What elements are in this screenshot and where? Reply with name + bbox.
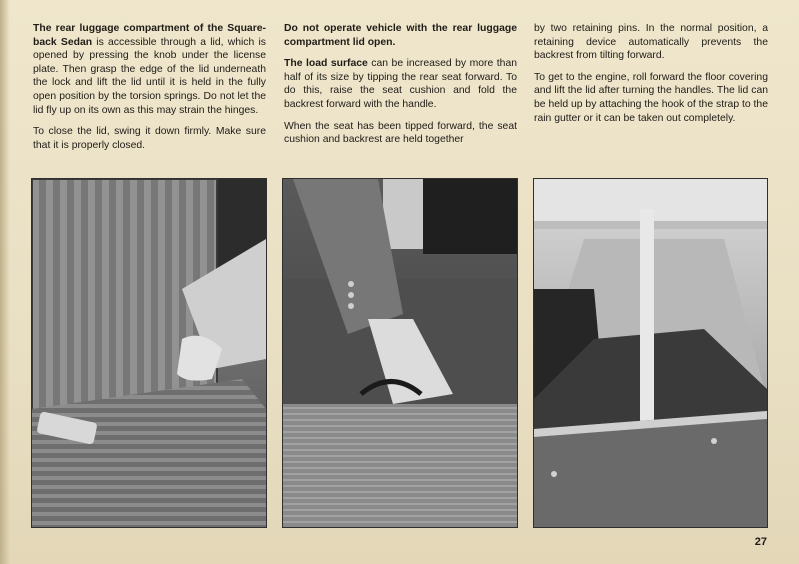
- paragraph-text: is accessible through a lid, which is opened by pressing the knob under the license plate. Then grasp the edge of the lid underneath the lock and lift the lid until it is held in the fully open position by the torsion springs. Do not let the lid fly up on its own as this may strain the hinges.: [33, 36, 266, 116]
- paragraph-engine-access: To get to the engine, roll forward the floor covering and lift the lid after turning the handles. The lid can be held up by attaching the hook of the strap to the rain gutter or it can be taken out completely.: [534, 71, 768, 124]
- page-edge-shadow: [0, 0, 10, 564]
- page-number: 27: [754, 536, 767, 548]
- text-column-2: [284, 22, 517, 155]
- photo-seat-handle: [282, 178, 518, 528]
- photo-engine-lid-illustration: [534, 179, 767, 527]
- photo-rear-seat-illustration: [32, 179, 266, 527]
- photo-rear-seat: [31, 178, 267, 528]
- paragraph-close-lid: To close the lid, swing it down firmly. Make sure that it is properly closed.: [33, 126, 266, 151]
- text-column-1: [33, 22, 266, 160]
- text-column-3: [534, 22, 768, 133]
- warning-paragraph: [284, 22, 517, 49]
- photo-seat-handle-illustration: [283, 179, 517, 527]
- warning-text: Do not operate vehicle with the rear luggage compartment lid open.: [284, 23, 517, 48]
- paragraph-luggage-compartment: [33, 22, 266, 117]
- paragraph-text: can be increased by more than half of its size by tipping the rear seat forward. To do this, raise the seat cushion and fold the backrest forward with the handle.: [284, 58, 517, 110]
- bold-lead: The rear luggage compartment of the Square-back Sedan: [33, 23, 266, 48]
- paragraph-load-surface: [284, 57, 517, 111]
- photo-engine-lid: [533, 178, 768, 528]
- paragraph-retaining-pins: by two retaining pins. In the normal position, a retaining device automatically prevents the backrest from tilting forward.: [534, 23, 768, 62]
- paragraph-seat-tipped: When the seat has been tipped forward, the seat cushion and backrest are held together: [284, 120, 517, 146]
- bold-lead: The load surface: [284, 58, 368, 70]
